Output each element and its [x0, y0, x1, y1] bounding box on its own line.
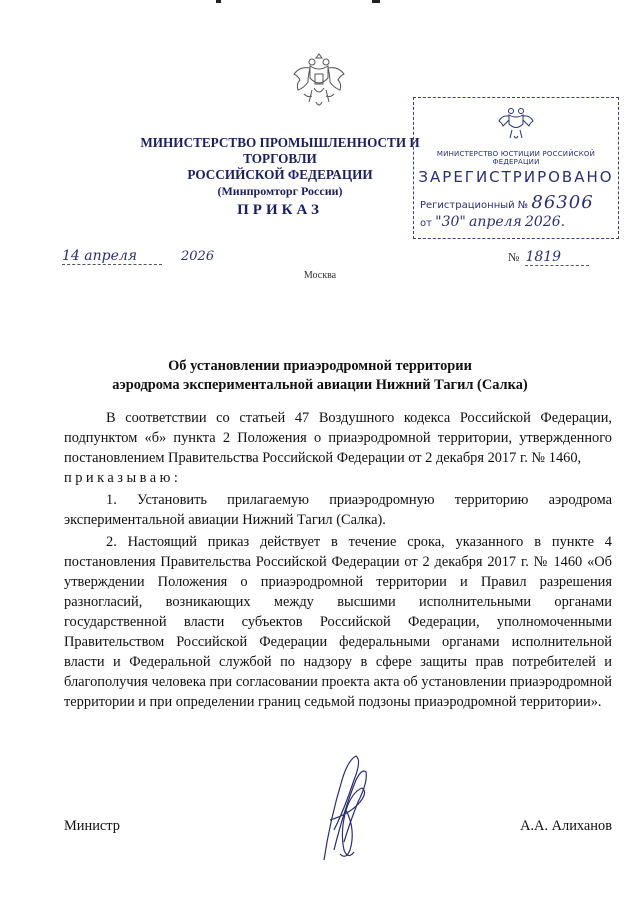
order-date [62, 248, 214, 265]
document-title-line1: Об установлении приаэродромной территории [168, 358, 472, 374]
document-title [80, 357, 560, 395]
scan-mark [216, 0, 221, 3]
preamble-text: В соответствии со статьей 47 Воздушного кодекса Российской Федерации, подпунктом «б» пункта 2 Положения о приаэродромной территории, утвержденного постановлением Правительства Российской Федерации от 2 декабря 2017 г. № 1460, [64, 410, 612, 466]
ministry-header [130, 135, 430, 199]
paragraph-item-1: 1. Установить прилагаемую приаэродромную территорию аэродрома экспериментальной авиации Нижний Тагил (Салка). [64, 492, 612, 528]
order-phrase: приказываю: [64, 470, 182, 486]
ministry-short-name: (Минпромторг России) [217, 184, 343, 198]
ministry-name-line2: РОССИЙСКОЙ ФЕДЕРАЦИИ [187, 167, 373, 182]
stamp-reg-label: Регистрационный № [420, 200, 529, 211]
document-title-line2: аэродрома экспериментальной авиации Нижний Тагил (Салка) [112, 377, 528, 393]
stamp-registration-date [420, 214, 612, 230]
document-body [64, 408, 612, 712]
stamp-date-year: 2026. [525, 214, 566, 230]
order-number [508, 249, 589, 266]
handwritten-signature [316, 750, 376, 870]
order-date-year: 2026 [181, 249, 215, 264]
signer-name: А.А. Алиханов [520, 818, 612, 834]
order-number-handwritten: 1819 [525, 249, 589, 266]
stamp-date-month: апреля [469, 214, 522, 230]
paragraph-item-2: 2. Настоящий приказ действует в течение срока, указанного в пункте 4 постановления Правительства Российской Федерации от 2 декабря 2017 г. № 1460 «Об утверждении Положения о приаэродромной территории и Правил разрешения разногласий, возникающих между высшими исполнительными органами государственной власти субъектов Российской Федерации, уполномоченными Правительством Российской Федерации федеральными органами исполнительной власти и Федеральной службой по надзору в сфере защиты прав потребителей и благополучия человека при согласовании проекта акта об установлении приаэродромной территории и при определении границ седьмой подзоны приаэродромной территории». [64, 534, 612, 710]
scan-mark [372, 0, 380, 3]
registration-stamp [413, 97, 619, 239]
stamp-registered-label: ЗАРЕГИСТРИРОВАНО [418, 168, 614, 186]
stamp-registration-number [420, 192, 612, 213]
coat-of-arms-emblem [290, 50, 348, 114]
stamp-reg-number-handwritten: 86306 [531, 192, 594, 213]
paragraph-preamble [64, 408, 612, 488]
stamp-date-day: "30" [435, 214, 466, 230]
stamp-ministry-name: МИНИСТЕРСТВО ЮСТИЦИИ РОССИЙСКОЙ ФЕДЕРАЦИИ [436, 150, 596, 166]
city-name: Москва [303, 270, 337, 281]
stamp-date-prefix: от [420, 218, 432, 229]
order-number-prefix: № [508, 250, 520, 264]
stamp-emblem-icon [498, 104, 534, 144]
order-date-handwritten: 14 апреля [62, 248, 162, 265]
document-type: ПРИКАЗ [237, 202, 323, 218]
ministry-name-line1: МИНИСТЕРСТВО ПРОМЫШЛЕННОСТИ И ТОРГОВЛИ [140, 135, 420, 166]
signer-position: Министр [64, 818, 120, 834]
